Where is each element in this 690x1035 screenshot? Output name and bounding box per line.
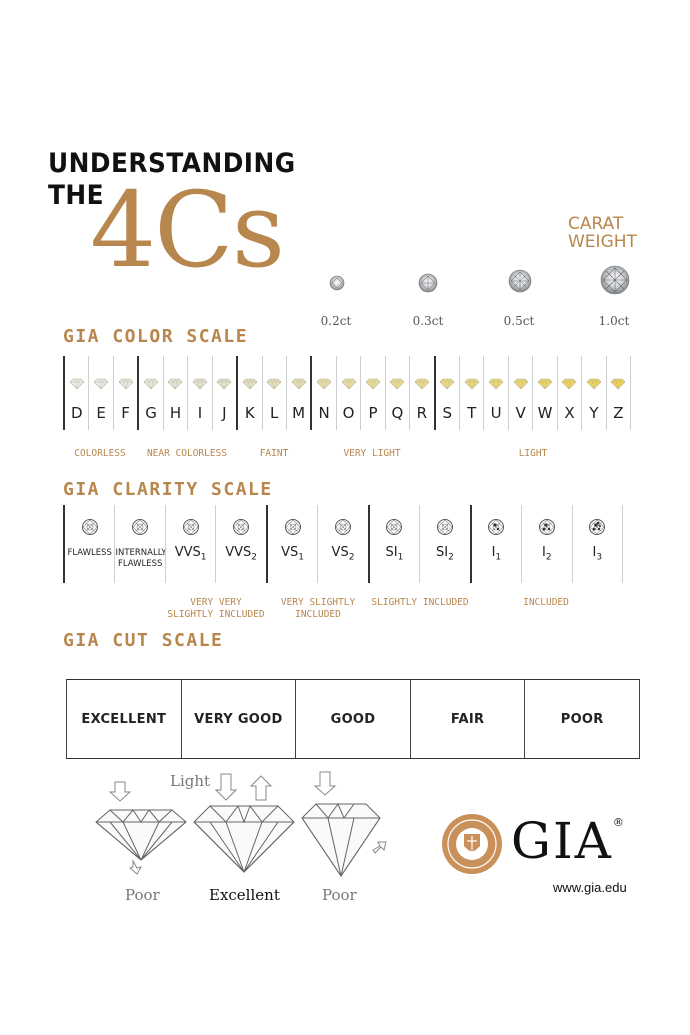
diamond-icon-02ct: [330, 276, 344, 290]
color-grade-u: [483, 356, 507, 430]
title-4cs: 4Cs: [90, 169, 284, 291]
color-grade-letter: Y: [589, 404, 599, 422]
color-grade-letter: F: [121, 404, 130, 422]
carat-title-line1: CARAT: [568, 214, 624, 234]
clarity-grade-i2: [521, 505, 571, 583]
clarity-group-included: INCLUDED: [523, 597, 569, 608]
color-grade-letter: V: [515, 404, 526, 422]
clarity-grade-label: [522, 545, 571, 563]
clarity-grade-main: I: [592, 545, 597, 560]
color-grade-e: [88, 356, 112, 430]
clarity-diamond-icon: [538, 518, 556, 536]
diamond-icon: [414, 378, 430, 390]
diamond-icon: [266, 378, 282, 390]
diamond-icon: [192, 378, 208, 390]
cut-label-excellent: EXCELLENT: [81, 711, 167, 727]
color-grade-v: [508, 356, 532, 430]
color-grade-letter: T: [467, 404, 477, 422]
diagram-label-poor-right: Poor: [322, 886, 357, 904]
color-grade-letter: P: [368, 404, 378, 422]
diamond-icon: [389, 378, 405, 390]
color-grade-r: [409, 356, 433, 430]
color-grade-m: [286, 356, 310, 430]
color-scale-title: GIA COLOR SCALE: [63, 326, 249, 347]
color-grade-o: [336, 356, 360, 430]
diamond-icon: [513, 378, 529, 390]
color-scale-row: [63, 356, 631, 430]
carat-title-line2: WEIGHT: [568, 232, 637, 252]
clarity-group-si: SLIGHTLY INCLUDED: [371, 597, 469, 608]
clarity-grade-internally-flawless: [114, 505, 167, 583]
cut-label-fair: FAIR: [450, 711, 485, 727]
diamond-icon: [439, 378, 455, 390]
clarity-grade-sub: 1: [298, 552, 304, 563]
color-grade-letter: G: [145, 404, 157, 422]
diamond-icon: [216, 378, 232, 390]
light-diagram: [88, 768, 398, 878]
clarity-grade-vvs2: [215, 505, 265, 583]
diamond-icon-03ct: [419, 274, 437, 292]
color-grade-letter: I: [197, 404, 203, 422]
carat-label-1: 0.3ct: [412, 314, 444, 328]
cut-cell-poor: [524, 680, 640, 758]
clarity-grade-main: VS: [331, 545, 349, 560]
clarity-grade-main: FLAWLESS: [67, 548, 112, 558]
clarity-diamond-icon: [588, 518, 606, 536]
clarity-grade-i1: [470, 505, 521, 583]
diamond-icon: [143, 378, 159, 390]
clarity-diamond-icon: [385, 518, 403, 536]
color-grade-f: [113, 356, 137, 430]
clarity-grade-label: [115, 548, 167, 570]
diamond-icon: [464, 378, 480, 390]
clarity-diamond-icon: [232, 518, 250, 536]
clarity-grade-label: [216, 545, 265, 563]
clarity-grade-si2: [419, 505, 469, 583]
gia-url: www.gia.edu: [553, 880, 627, 895]
color-grade-s: [434, 356, 459, 430]
clarity-grade-vs2: [317, 505, 367, 583]
color-group-colorless: COLORLESS: [74, 448, 126, 459]
color-grade-letter: O: [342, 404, 355, 422]
arrow-up-icon: [251, 776, 271, 800]
clarity-scale-title: GIA CLARITY SCALE: [63, 479, 273, 500]
color-grade-letter: D: [70, 404, 83, 422]
clarity-diamond-icon: [284, 518, 302, 536]
cut-label-poor: POOR: [560, 711, 604, 727]
color-grade-letter: N: [318, 404, 330, 422]
clarity-grade-label: [268, 545, 317, 563]
color-grade-l: [262, 356, 286, 430]
clarity-grade-main: VVS: [225, 545, 252, 560]
registered-mark: ®: [612, 816, 626, 829]
cut-cell-fair: [410, 680, 525, 758]
cut-label-good: GOOD: [330, 711, 376, 727]
diagram-label-poor-left: Poor: [125, 886, 160, 904]
ideal-cut-diamond-icon: [194, 806, 294, 872]
clarity-grade-label: [65, 548, 114, 559]
clarity-diamond-icon: [436, 518, 454, 536]
clarity-grade-si1: [368, 505, 419, 583]
clarity-grade-main: VS: [281, 545, 299, 560]
color-grade-letter: Q: [391, 404, 404, 422]
diamond-icon: [537, 378, 553, 390]
diamond-icon-10ct: [601, 266, 629, 294]
diamond-icon: [610, 378, 626, 390]
color-grade-i: [187, 356, 211, 430]
color-grade-letter: R: [416, 404, 428, 422]
clarity-grade-sub: 2: [348, 552, 355, 563]
carat-label-0: 0.2ct: [320, 314, 352, 328]
color-group-near-colorless: NEAR COLORLESS: [146, 448, 228, 459]
carat-weight-title: [568, 215, 637, 251]
arrow-down-icon: [315, 772, 335, 795]
color-group-light: LIGHT: [518, 448, 548, 459]
clarity-grade-main: VVS: [174, 545, 201, 560]
diamond-icon: [316, 378, 332, 390]
carat-label-2: 0.5ct: [503, 314, 535, 328]
color-grade-letter: K: [244, 404, 255, 422]
gia-seal-icon: [440, 812, 504, 876]
light-label: Light: [170, 772, 211, 790]
color-grade-d: [63, 356, 88, 430]
cut-scale-row: [66, 679, 640, 759]
color-grade-letter: W: [537, 404, 553, 422]
diamond-icon: [118, 378, 134, 390]
clarity-grade-main: I: [491, 545, 496, 560]
color-grade-letter: Z: [613, 404, 624, 422]
color-grade-y: [581, 356, 605, 430]
deep-cut-diamond-icon: [302, 804, 380, 876]
cut-label-very-good: VERY GOOD: [194, 711, 283, 727]
clarity-scale-row: [63, 505, 623, 583]
clarity-grade-label: [420, 545, 469, 563]
arrow-exit-icon: [130, 861, 141, 874]
clarity-grade-label: [573, 545, 622, 563]
clarity-diamond-icon: [182, 518, 200, 536]
color-grade-letter: E: [96, 404, 106, 422]
color-grade-letter: J: [222, 404, 227, 422]
clarity-grade-sub: 2: [251, 552, 257, 563]
clarity-grade-main: SI: [435, 545, 449, 560]
cut-cell-excellent: [66, 680, 181, 758]
color-grade-z: [606, 356, 631, 430]
clarity-grade-sub: 2: [545, 552, 552, 563]
clarity-grade-flawless: [63, 505, 114, 583]
color-grade-h: [163, 356, 187, 430]
clarity-group-vvs: VERY VERY SLIGHTLY INCLUDED: [167, 597, 265, 620]
color-grade-letter: M: [292, 404, 306, 422]
cut-cell-good: [295, 680, 410, 758]
clarity-grade-label: [370, 545, 419, 563]
clarity-grade-sub: 1: [397, 552, 404, 563]
arrow-down-icon: [110, 782, 130, 801]
color-grade-k: [236, 356, 261, 430]
arrow-down-icon: [216, 774, 236, 800]
carat-label-3: 1.0ct: [598, 314, 630, 328]
clarity-grade-main: SI: [385, 545, 398, 560]
clarity-diamond-icon: [487, 518, 505, 536]
carat-diamonds: [300, 258, 650, 308]
color-grade-letter: L: [270, 404, 279, 422]
cut-scale-title: GIA CUT SCALE: [63, 630, 224, 651]
clarity-grade-i3: [572, 505, 623, 583]
diamond-icon: [586, 378, 602, 390]
color-grade-n: [310, 356, 335, 430]
diamond-icon: [93, 378, 109, 390]
diamond-icon: [561, 378, 577, 390]
shallow-cut-diamond-icon: [96, 810, 186, 860]
arrow-exit-icon: [373, 842, 386, 853]
clarity-group-vs: VERY SLIGHTLY INCLUDED: [280, 597, 356, 620]
clarity-grade-label: [318, 545, 367, 563]
diamond-icon-05ct: [509, 270, 531, 292]
color-group-faint: FAINT: [259, 448, 289, 459]
color-grade-j: [212, 356, 236, 430]
color-grade-w: [532, 356, 556, 430]
cut-cell-very-good: [181, 680, 296, 758]
clarity-grade-sub: 1: [200, 552, 207, 563]
diamond-icon: [291, 378, 307, 390]
clarity-grade-vvs1: [165, 505, 215, 583]
color-grade-x: [557, 356, 581, 430]
gia-wordmark-text: GIA: [511, 812, 613, 870]
clarity-grade-sub: 1: [495, 552, 502, 563]
color-grade-letter: H: [169, 404, 182, 422]
clarity-diamond-icon: [131, 518, 149, 536]
diamond-icon: [488, 378, 504, 390]
color-group-very-light: VERY LIGHT: [343, 448, 401, 459]
clarity-diamond-icon: [81, 518, 99, 536]
diamond-icon: [341, 378, 357, 390]
clarity-grade-label: [472, 545, 521, 563]
color-grade-letter: S: [442, 404, 453, 422]
clarity-grade-main: INTERNALLY FLAWLESS: [115, 548, 167, 569]
clarity-grade-sub: 2: [448, 552, 454, 563]
color-grade-q: [385, 356, 409, 430]
color-grade-letter: X: [564, 404, 575, 422]
clarity-grade-label: [166, 545, 215, 563]
clarity-grade-sub: 3: [596, 552, 603, 563]
color-grade-g: [137, 356, 162, 430]
diamond-icon: [365, 378, 381, 390]
color-grade-letter: U: [490, 404, 502, 422]
color-grade-t: [459, 356, 483, 430]
diamond-icon: [242, 378, 258, 390]
title-understanding: UNDERSTANDING: [48, 148, 296, 179]
clarity-grade-vs1: [266, 505, 317, 583]
diamond-icon: [167, 378, 183, 390]
gia-wordmark: [511, 812, 626, 870]
color-grade-p: [360, 356, 384, 430]
title-the: THE: [48, 180, 105, 211]
clarity-diamond-icon: [334, 518, 352, 536]
diamond-icon: [69, 378, 85, 390]
clarity-grade-main: I: [542, 545, 546, 560]
diagram-label-excellent: Excellent: [209, 886, 280, 904]
